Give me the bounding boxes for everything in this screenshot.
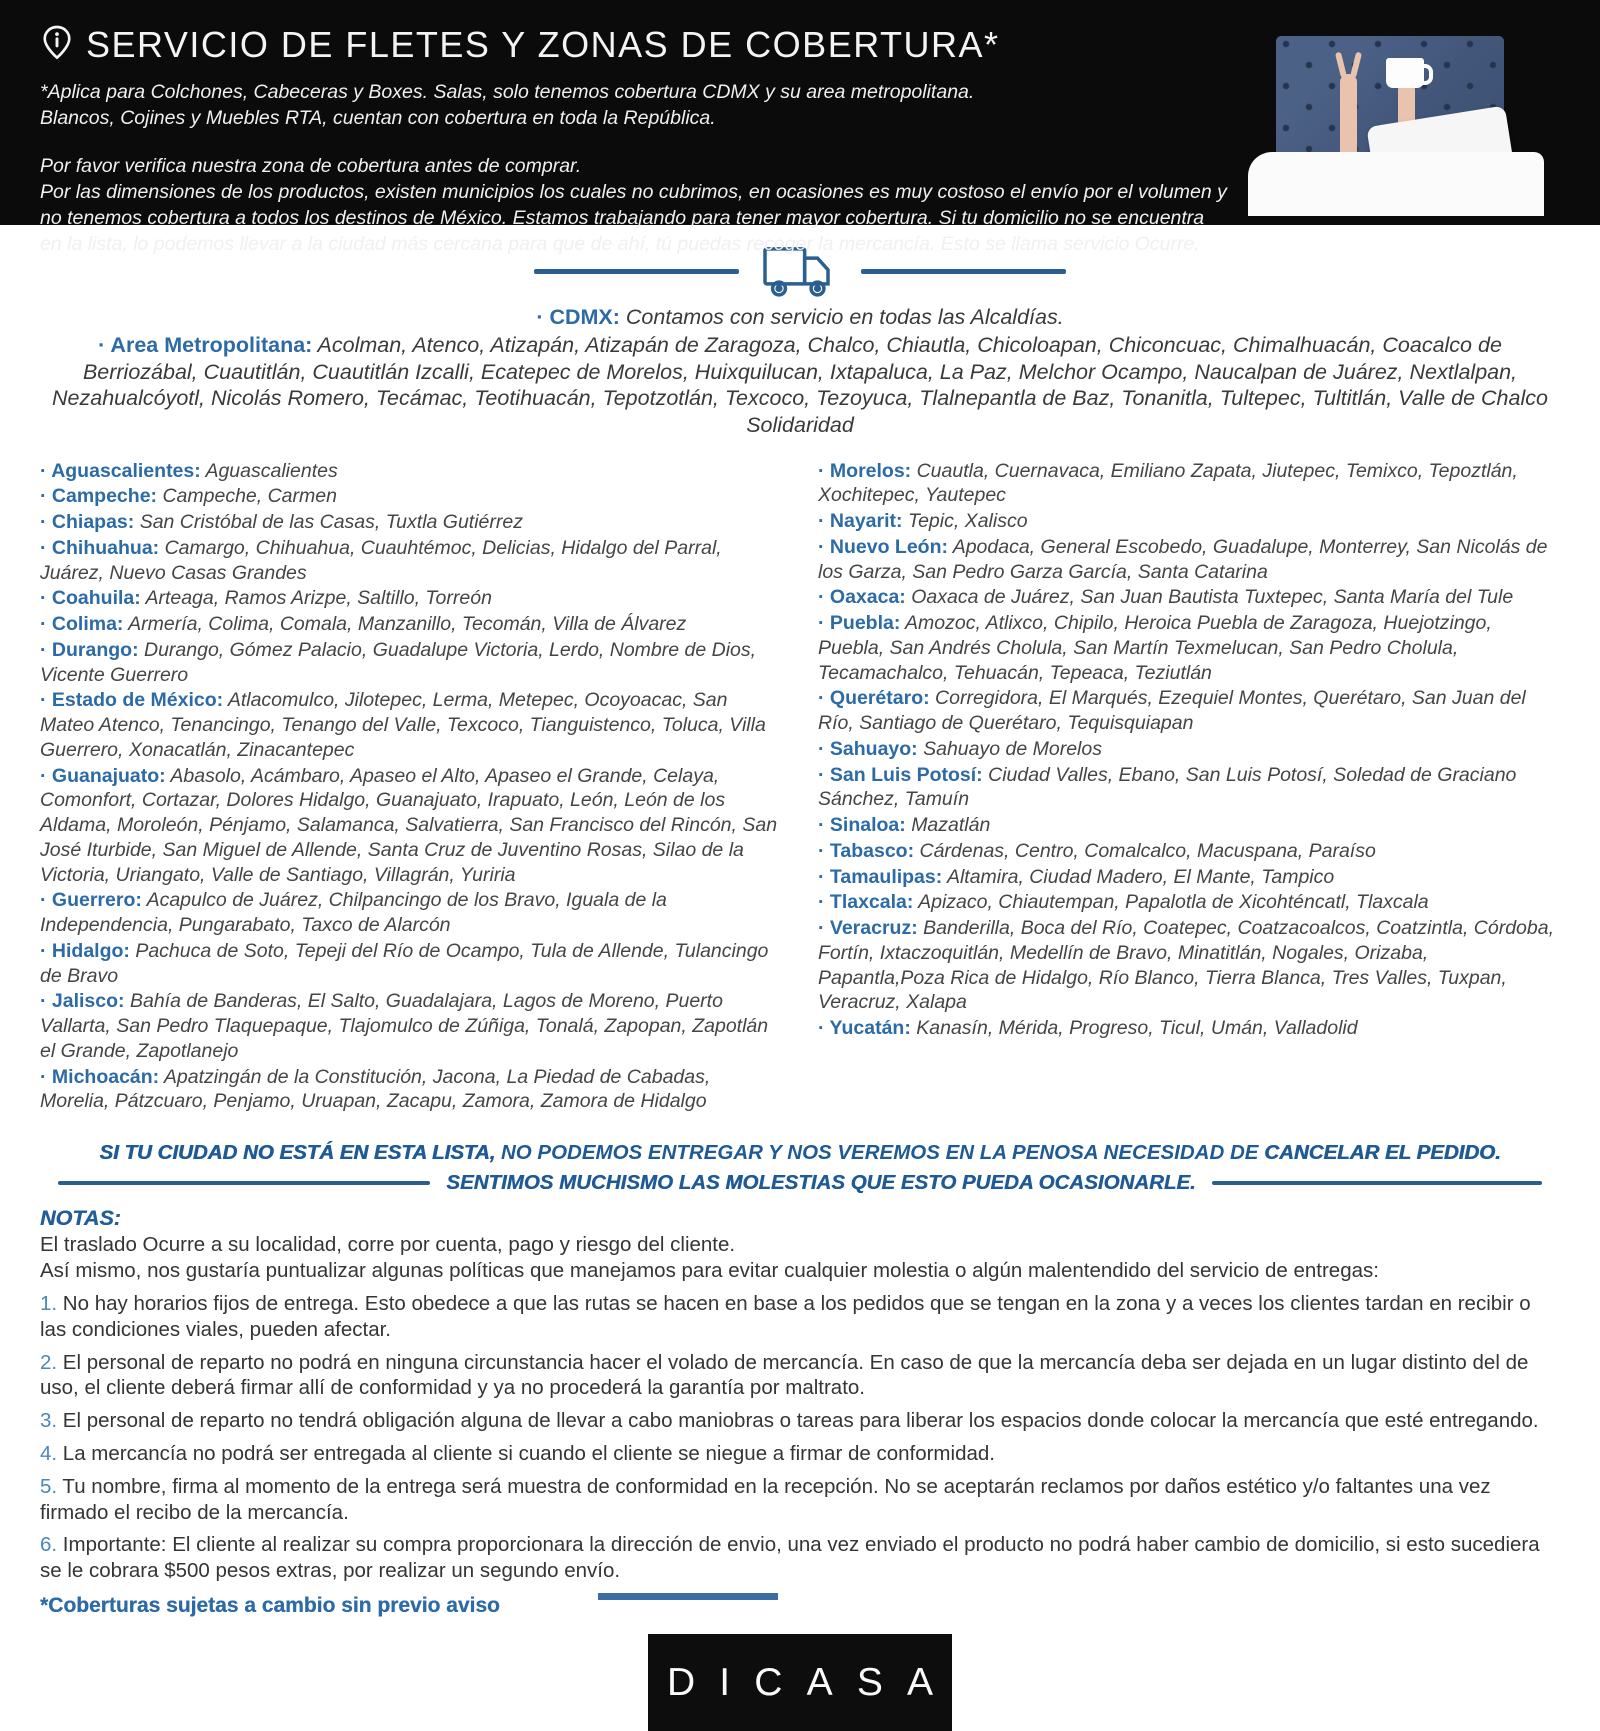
- state-name: · Colima:: [40, 613, 124, 636]
- state-entry: [40, 764, 782, 888]
- state-name: · Oaxaca:: [818, 586, 906, 609]
- state-cities: Corregidora, El Marqués, Ezequiel Montes, Querétaro, San Juan del Río, Santiago de Querétaro, Tequisquiapan: [818, 687, 1526, 735]
- note-item: [40, 1474, 1560, 1526]
- note-item: [40, 1408, 1560, 1434]
- warning-mid: NO PODEMOS ENTREGAR Y NOS VEREMOS EN LA PENOSA NECESIDAD DE: [495, 1141, 1265, 1165]
- state-name: · Chihuahua:: [40, 536, 160, 559]
- note-number: 2.: [40, 1350, 58, 1374]
- state-cities: Arteaga, Ramos Arizpe, Saltillo, Torreón: [145, 587, 492, 610]
- state-entry: [818, 890, 1560, 915]
- state-name: · Querétaro:: [818, 687, 930, 710]
- state-entry: [818, 1016, 1560, 1041]
- note-text: Tu nombre, firma al momento de la entrega será muestra de conformidad en la recepción. No se aceptarán reclamos por daños estético y/o faltantes una vez firmado el recibo de la mercancía.: [40, 1474, 1491, 1524]
- state-cities: Campeche, Carmen: [162, 485, 337, 508]
- state-name: · Aguascalientes:: [40, 459, 201, 482]
- cdmx-label: · CDMX:: [536, 305, 620, 329]
- note-number: 5.: [40, 1474, 58, 1498]
- states-column-right: [818, 459, 1560, 1116]
- state-entry: [40, 459, 782, 484]
- warning-strong1: SI TU CIUDAD NO ESTÁ EN ESTA LISTA,: [99, 1141, 496, 1165]
- state-cities: Oaxaca de Juárez, San Juan Bautista Tuxtepec, Santa María del Tule: [911, 586, 1514, 609]
- state-entry: [40, 638, 782, 688]
- cdmx-line: [0, 305, 1600, 330]
- note-number: 3.: [40, 1409, 58, 1433]
- state-entry: [40, 989, 782, 1063]
- note-item: [40, 1291, 1560, 1343]
- state-cities: Kanasín, Mérida, Progreso, Ticul, Umán, Valladolid: [916, 1017, 1358, 1040]
- state-name: · Hidalgo:: [40, 939, 130, 962]
- bottom-accent-bar: [598, 1593, 778, 1600]
- state-cities: Cuautla, Cuernavaca, Emiliano Zapata, Jiutepec, Temixco, Tepoztlán, Xochitepec, Yautepec: [818, 459, 1518, 507]
- header-verify-line: Por favor verifica nuestra zona de cobertura antes de comprar.: [40, 154, 582, 177]
- note-text: El personal de reparto no tendrá obligación alguna de llevar a cabo maniobras o tareas para liberar los espacios donde colocar la mercancía que esté entregando.: [57, 1409, 1539, 1433]
- state-cities: Ciudad Valles, Ebano, San Luis Potosí, Soledad de Graciano Sánchez, Tamuín: [818, 763, 1517, 811]
- metro-text: Acolman, Atenco, Atizapán, Atizapán de Zaragoza, Chalco, Chiautla, Chicoloapan, Chiconcuac, Chimalhuacán, Coacalco de Berriozábal, Cuautitlán, Cuautitlán Izcalli, Ecatepec de Morelos, Huixquilucan, Ixtapaluca, La Paz, Melchor Ocampo, Naucalpan de Juárez, Nextlalpan, Nezahualcóyotl, Nicolás Romero, Tecámac, Teotihuacán, Tepotzotlán, Texcoco, Tezoyuca, Tlalnepantla de Baz, Tonanitla, Tultepec, Tultitlán, Valle de Chalco Solidaridad: [52, 333, 1548, 437]
- state-name: · Sinaloa:: [818, 814, 906, 837]
- state-cities: Apodaca, General Escobedo, Guadalupe, Monterrey, San Nicolás de los Garza, San Pedro Garza García, Santa Catarina: [818, 535, 1548, 583]
- state-cities: Banderilla, Boca del Río, Coatepec, Coatzacoalcos, Coatzintla, Córdoba, Fortín, Ixtaczoquitlán, Medellín de Bravo, Minatitlán, Nogales, Orizaba, Papantla,Poza Rica de Hidalgo, Río Blanco, Tierra Blanca, Tres Valles, Tuxpan, Veracruz, Xalapa: [818, 917, 1554, 1014]
- warning-rule-left: [58, 1181, 430, 1185]
- note-item: [40, 1441, 1560, 1467]
- state-entry: [40, 536, 782, 586]
- state-cities: Apizaco, Chiautempan, Papalotla de Xicohténcatl, Tlaxcala: [918, 891, 1429, 914]
- state-cities: Bahía de Banderas, El Salto, Guadalajara, Lagos de Moreno, Puerto Vallarta, San Pedro Tlaquepaque, Tlajomulco de Zúñiga, Tonalá, Zapopan, Zapotlán el Grande, Zapotlanejo: [40, 990, 769, 1062]
- peace-sign-arm: [1340, 74, 1357, 160]
- state-cities: Atlacomulco, Jilotepec, Lerma, Metepec, Ocoyoacac, San Mateo Atenco, Tenancingo, Tenango del Valle, Texcoco, Tianguistenco, Toluca, Villa Guerrero, Xonacatlán, Zinacantepec: [40, 689, 766, 761]
- note-number: 6.: [40, 1533, 58, 1557]
- state-name: · Jalisco:: [40, 990, 125, 1013]
- state-cities: Armería, Colima, Comala, Manzanillo, Tecomán, Villa de Álvarez: [128, 613, 687, 636]
- warning-strong2: CANCELAR EL PEDIDO.: [1264, 1141, 1501, 1165]
- state-cities: Pachuca de Soto, Tepeji del Río de Ocampo, Tula de Allende, Tulancingo de Bravo: [40, 939, 769, 987]
- state-entry: [40, 612, 782, 637]
- state-cities: Acapulco de Juárez, Chilpancingo de los Bravo, Iguala de la Independencia, Pungarabato, Taxco de Alarcón: [40, 889, 667, 937]
- notes-list: [40, 1291, 1560, 1584]
- state-cities: Durango, Gómez Palacio, Guadalupe Victoria, Lerdo, Nombre de Dios, Vicente Guerrero: [40, 638, 757, 686]
- warning-line2: [0, 1171, 1600, 1195]
- note-number: 1.: [40, 1291, 58, 1315]
- note-number: 4.: [40, 1442, 58, 1465]
- warning-line1: [0, 1141, 1600, 1165]
- notes-intro1: El traslado Ocurre a su localidad, corre por cuenta, pago y riesgo del cliente.: [40, 1233, 736, 1257]
- info-pin-icon: [40, 25, 74, 65]
- warning-apology: SENTIMOS MUCHISMO LAS MOLESTIAS QUE ESTO PUEDA OCASIONARLE.: [446, 1171, 1196, 1195]
- state-name: · Estado de México:: [40, 689, 224, 712]
- state-cities: Mazatlán: [911, 814, 991, 837]
- state-name: · Morelos:: [818, 459, 912, 482]
- note-text: La mercancía no podrá ser entregada al cliente si cuando el cliente se niegue a firmar de conformidad.: [57, 1442, 995, 1465]
- coffee-mug: [1386, 58, 1424, 88]
- state-entry: [818, 585, 1560, 610]
- state-name: · Tabasco:: [818, 839, 915, 862]
- state-cities: Sahuayo de Morelos: [923, 737, 1102, 760]
- state-entry: [40, 586, 782, 611]
- state-name: · Nuevo León:: [818, 535, 948, 558]
- state-name: · Tlaxcala:: [818, 891, 914, 914]
- header-subtitle-line1: *Aplica para Colchones, Cabeceras y Boxes. Salas, solo tenemos cobertura CDMX y su area metropolitana.: [40, 81, 975, 103]
- state-name: · Sahuayo:: [818, 737, 918, 760]
- state-entry: [818, 611, 1560, 685]
- page-title: SERVICIO DE FLETES Y ZONAS DE COBERTURA*: [86, 24, 1000, 65]
- state-entry: [818, 686, 1560, 736]
- header-body: [40, 154, 1230, 258]
- cdmx-text: Contamos con servicio en todas las Alcaldías.: [625, 305, 1064, 329]
- warning-rule-right: [1212, 1181, 1542, 1185]
- state-entry: [818, 459, 1560, 509]
- state-cities: Amozoc, Atlixco, Chipilo, Heroica Puebla de Zaragoza, Huejotzingo, Puebla, San Andrés Cholula, San Martín Texmelucan, San Pedro Cholula, Tecamachalco, Tehuacán, Tepeaca, Teziutlán: [818, 612, 1492, 684]
- state-entry: [818, 509, 1560, 534]
- state-name: · Michoacán:: [40, 1065, 160, 1088]
- states-columns: [0, 439, 1600, 1116]
- state-name: · Campeche:: [40, 485, 158, 508]
- state-name: · Veracruz:: [818, 917, 918, 940]
- divider-rule-right: [861, 269, 1066, 274]
- state-entry: [818, 737, 1560, 762]
- notes-intro2: Así mismo, nos gustaría puntualizar algunas políticas que manejamos para evitar cualquier molestia o algún malentendido del servicio de entregas:: [40, 1259, 1379, 1283]
- divider-rule-left: [534, 269, 739, 274]
- state-entry: [40, 484, 782, 509]
- state-name: · Guerrero:: [40, 889, 142, 912]
- state-entry: [40, 888, 782, 938]
- state-entry: [818, 535, 1560, 585]
- notes-heading: NOTAS:: [40, 1206, 121, 1231]
- state-entry: [40, 1065, 782, 1115]
- state-cities: San Cristóbal de las Casas, Tuxtla Gutiérrez: [139, 511, 523, 534]
- note-item: [40, 1532, 1560, 1584]
- cancellation-warning: [0, 1141, 1600, 1195]
- state-entry: [818, 839, 1560, 864]
- state-entry: [818, 813, 1560, 838]
- state-name: · Coahuila:: [40, 587, 141, 610]
- states-column-left: [40, 459, 782, 1116]
- state-cities: Tepic, Xalisco: [907, 510, 1028, 533]
- state-name: · Yucatán:: [818, 1017, 911, 1040]
- state-name: · Tamaulipas:: [818, 865, 943, 888]
- state-entry: [40, 939, 782, 989]
- state-entry: [818, 763, 1560, 813]
- brand-name: DICASA: [666, 1660, 958, 1704]
- header-subtitle: [40, 80, 1230, 132]
- note-text: No hay horarios fijos de entrega. Esto obedece a que las rutas se hacen en base a los pedidos que se tengan en la zona y a veces los clientes tardan en recibir o las condiciones viales, pueden afectar.: [40, 1291, 1531, 1341]
- state-name: · Guanajuato:: [40, 764, 166, 787]
- metro-paragraph: [45, 332, 1555, 439]
- note-text: El personal de reparto no podrá en ninguna circunstancia hacer el volado de mercancía. En caso de que la mercancía deba ser dejada en un lugar distinto del de uso, el cliente deberá firmar allí de conformidad y ya no procederá la garantía por maltrato.: [40, 1350, 1529, 1400]
- state-cities: Altamira, Ciudad Madero, El Mante, Tampico: [946, 865, 1335, 888]
- state-cities: Apatzingán de la Constitución, Jacona, La Piedad de Cabadas, Morelia, Pátzcuaro, Penjamo, Uruapan, Zacapu, Zamora, Zamora de Hidalgo: [40, 1065, 711, 1113]
- blanket: [1248, 152, 1544, 216]
- note-text: Importante: El cliente al realizar su compra proporcionara la dirección de envio, una vez enviado el producto no podrá haber cambio de domicilio, si esto sucediera se le cobrara $500 pesos extras, por realizar un segundo envío.: [40, 1533, 1540, 1583]
- coverage-footnote: *Coberturas sujetas a cambio sin previo aviso: [40, 1594, 500, 1618]
- state-cities: Camargo, Chihuahua, Cuauhtémoc, Delicias, Hidalgo del Parral, Juárez, Nuevo Casas Grandes: [40, 536, 722, 584]
- state-entry: [818, 916, 1560, 1015]
- state-entry: [818, 865, 1560, 890]
- header-subtitle-line2: Blancos, Cojines y Muebles RTA, cuentan con cobertura en toda la República.: [40, 106, 716, 129]
- notes-section: [0, 1195, 1600, 1584]
- state-cities: Cárdenas, Centro, Comalcalco, Macuspana, Paraíso: [919, 839, 1376, 862]
- state-name: · San Luis Potosí:: [818, 763, 983, 786]
- header-body-text: Por las dimensiones de los productos, existen municipios los cuales no cubrimos, en ocasiones es muy costoso el envío por el volumen y no tenemos cobertura a todos los destinos de México. Estamos trabajando para tener mayor cobertura. Si tu domicilio no se encuentra en la lista, lo podemos llevar a la ciudad más cercana para que de ahí, tú puedas recoger la mercancía. Esto se llama servicio Ocurre.: [40, 180, 1227, 255]
- state-name: · Puebla:: [818, 612, 901, 635]
- state-entry: [40, 510, 782, 535]
- state-cities: Aguascalientes: [205, 459, 338, 482]
- state-name: · Nayarit:: [818, 510, 903, 533]
- state-name: · Durango:: [40, 638, 139, 661]
- state-entry: [40, 688, 782, 762]
- note-item: [40, 1350, 1560, 1402]
- state-cities: Abasolo, Acámbaro, Apaseo el Alto, Apaseo el Grande, Celaya, Comonfort, Cortazar, Dolores Hidalgo, Guanajuato, Irapuato, León, León de los Aldama, Moroleón, Pénjamo, Salamanca, Salvatierra, San Francisco del Rincón, San José Iturbide, San Miguel de Allende, Santa Cruz de Juventino Rosas, Silao de la Victoria, Uriangato, Valle de Santiago, Villagrán, Yuriria: [40, 764, 778, 886]
- metro-label: · Area Metropolitana:: [98, 333, 313, 357]
- brand-logo: [648, 1634, 958, 1731]
- headboard-photo: [1248, 20, 1544, 216]
- state-name: · Chiapas:: [40, 511, 135, 534]
- header: [0, 0, 1600, 255]
